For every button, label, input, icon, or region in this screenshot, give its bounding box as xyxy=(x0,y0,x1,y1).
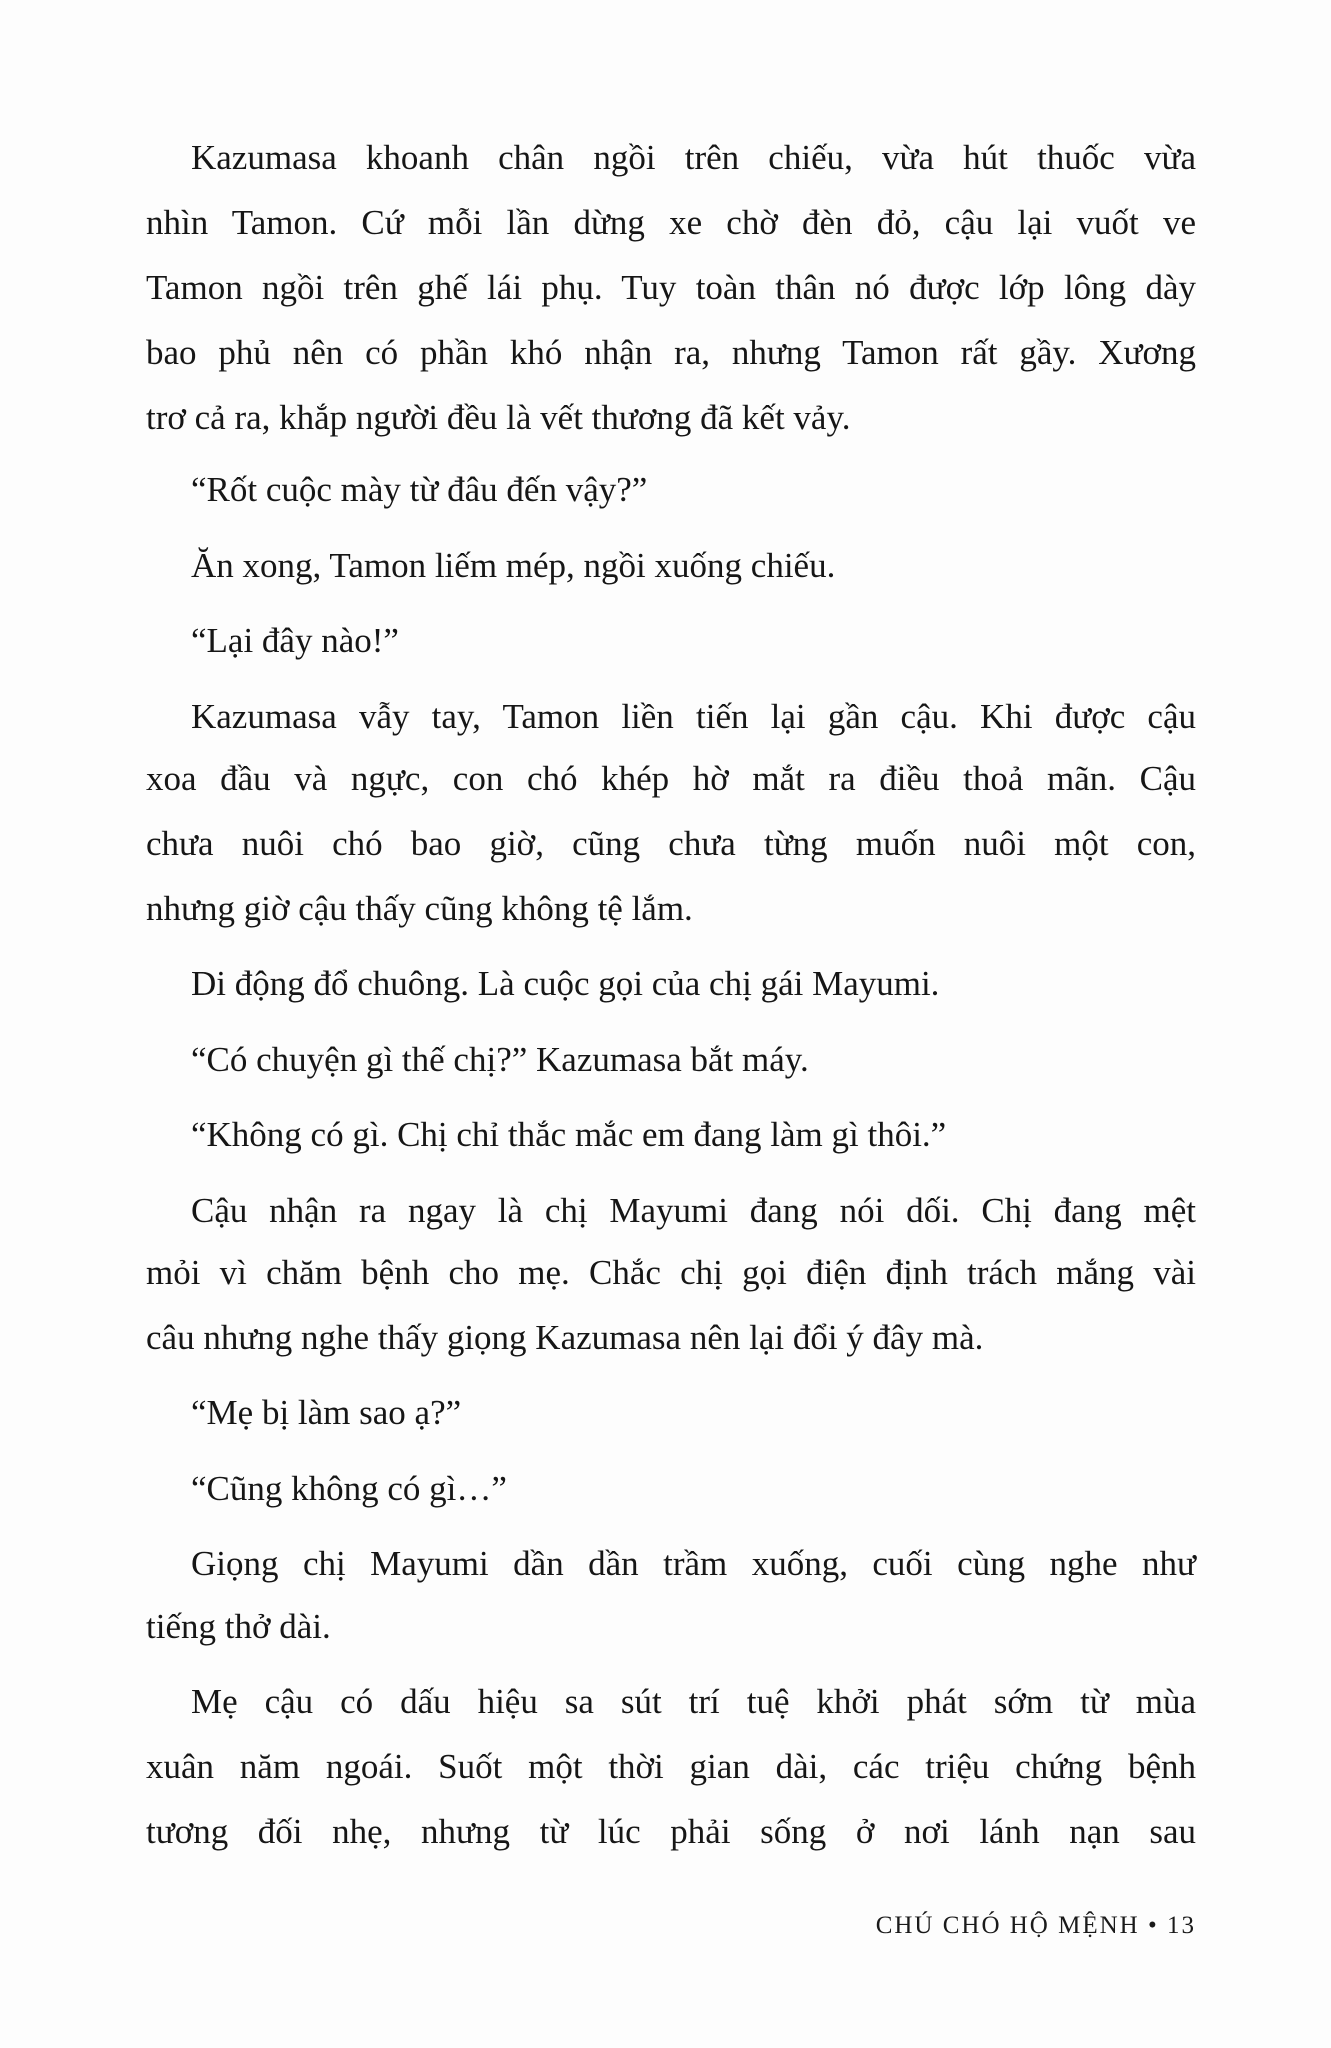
footer-separator: • xyxy=(1147,1912,1159,1939)
text-line: “Mẹ bị làm sao ạ?” xyxy=(191,1393,462,1432)
text-line: xuân năm ngoái. Suốt một thời gian dài, các triệu chứng bệnh xyxy=(146,1747,1196,1786)
text-line: tiếng thở dài. xyxy=(146,1607,331,1646)
text-line: câu nhưng nghe thấy giọng Kazumasa nên lại đổi ý đây mà. xyxy=(146,1318,984,1357)
page-number: 13 xyxy=(1167,1912,1196,1939)
text-line: mỏi vì chăm bệnh cho mẹ. Chắc chị gọi điện định trách mắng vài xyxy=(146,1253,1196,1292)
text-line: Tamon ngồi trên ghế lái phụ. Tuy toàn thân nó được lớp lông dày xyxy=(146,268,1196,307)
running-footer xyxy=(876,1912,1196,1940)
text-line: tương đối nhẹ, nhưng từ lúc phải sống ở nơi lánh nạn sau xyxy=(146,1812,1196,1851)
text-line: Mẹ cậu có dấu hiệu sa sút trí tuệ khởi phát sớm từ mùa xyxy=(191,1682,1196,1721)
text-line: Giọng chị Mayumi dần dần trầm xuống, cuối cùng nghe như xyxy=(191,1544,1196,1583)
text-line: Kazumasa khoanh chân ngồi trên chiếu, vừa hút thuốc vừa xyxy=(191,138,1196,177)
text-line: chưa nuôi chó bao giờ, cũng chưa từng muốn nuôi một con, xyxy=(146,824,1196,863)
text-line: “Rốt cuộc mày từ đâu đến vậy?” xyxy=(191,470,648,509)
text-line: “Lại đây nào!” xyxy=(191,621,399,660)
text-line: “Không có gì. Chị chỉ thắc mắc em đang làm gì thôi.” xyxy=(191,1115,947,1154)
text-line: Cậu nhận ra ngay là chị Mayumi đang nói dối. Chị đang mệt xyxy=(191,1191,1196,1230)
text-line: Ăn xong, Tamon liếm mép, ngồi xuống chiếu. xyxy=(191,546,836,585)
text-line: bao phủ nên có phần khó nhận ra, nhưng Tamon rất gầy. Xương xyxy=(146,333,1196,372)
text-line: “Cũng không có gì…” xyxy=(191,1469,507,1508)
text-line: Di động đổ chuông. Là cuộc gọi của chị gái Mayumi. xyxy=(191,964,940,1003)
text-line: “Có chuyện gì thế chị?” Kazumasa bắt máy. xyxy=(191,1040,809,1079)
text-line: nhưng giờ cậu thấy cũng không tệ lắm. xyxy=(146,889,693,928)
text-line: nhìn Tamon. Cứ mỗi lần dừng xe chờ đèn đỏ, cậu lại vuốt ve xyxy=(146,203,1196,242)
text-line: xoa đầu và ngực, con chó khép hờ mắt ra điều thoả mãn. Cậu xyxy=(146,759,1196,798)
text-line: trơ cả ra, khắp người đều là vết thương đã kết vảy. xyxy=(146,398,851,437)
text-line: Kazumasa vẫy tay, Tamon liền tiến lại gần cậu. Khi được cậu xyxy=(191,697,1196,736)
book-title: CHÚ CHÓ HỘ MỆNH xyxy=(875,1912,1140,1939)
